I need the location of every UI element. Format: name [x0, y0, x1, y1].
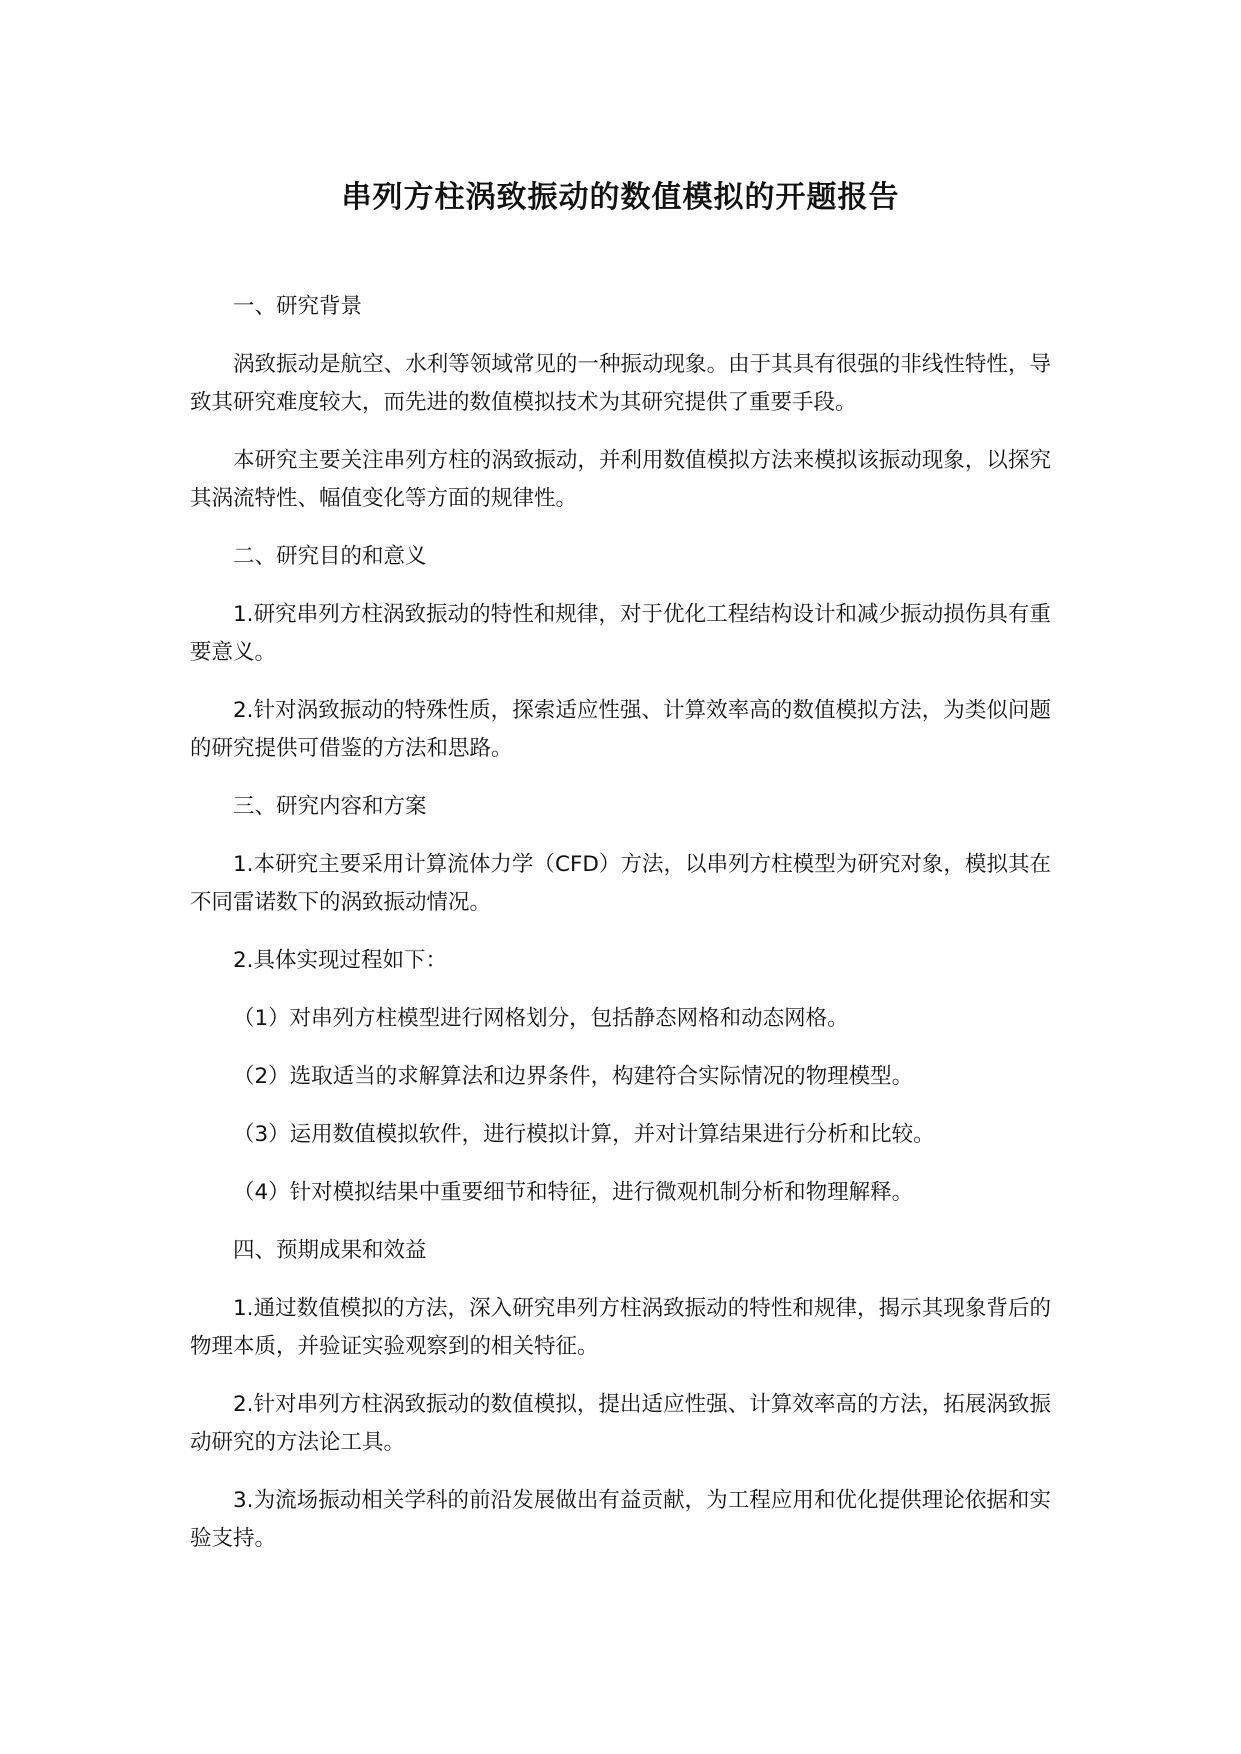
section-heading-purpose: 二、研究目的和意义	[233, 544, 427, 569]
paragraph: 2.针对涡致振动的特殊性质，探索适应性强、计算效率高的数值模拟方法，为类似问题的研究提供可借鉴的方法和思路。	[190, 698, 1051, 761]
list-item: （4）针对模拟结果中重要细节和特征，进行微观机制分析和物理解释。	[233, 1180, 914, 1205]
list-item: （2）选取适当的求解算法和边界条件，构建符合实际情况的物理模型。	[233, 1064, 914, 1089]
paragraph: 本研究主要关注串列方柱的涡致振动，并利用数值模拟方法来模拟该振动现象，以探究其涡流特性、幅值变化等方面的规律性。	[190, 448, 1051, 511]
document-body	[190, 288, 1051, 1558]
paragraph: 1.本研究主要采用计算流体力学（CFD）方法，以串列方柱模型为研究对象，模拟其在不同雷诺数下的涡致振动情况。	[190, 852, 1051, 915]
paragraph: 涡致振动是航空、水利等领域常见的一种振动现象。由于其具有很强的非线性特性，导致其研究难度较大，而先进的数值模拟技术为其研究提供了重要手段。	[190, 352, 1051, 415]
paragraph: 3.为流场振动相关学科的前沿发展做出有益贡献，为工程应用和优化提供理论依据和实验支持。	[190, 1488, 1051, 1551]
section-heading-background: 一、研究背景	[233, 294, 363, 319]
paragraph: 2.针对串列方柱涡致振动的数值模拟，提出适应性强、计算效率高的方法，拓展涡致振动研究的方法论工具。	[190, 1392, 1051, 1455]
document-title: 串列方柱涡致振动的数值模拟的开题报告	[341, 180, 900, 215]
section-heading-content: 三、研究内容和方案	[233, 794, 427, 819]
list-item: （1）对串列方柱模型进行网格划分，包括静态网格和动态网格。	[233, 1006, 849, 1031]
paragraph: 1.通过数值模拟的方法，深入研究串列方柱涡致振动的特性和规律，揭示其现象背后的物理本质，并验证实验观察到的相关特征。	[190, 1296, 1051, 1359]
paragraph: 1.研究串列方柱涡致振动的特性和规律，对于优化工程结构设计和减少振动损伤具有重要意义。	[190, 602, 1051, 665]
list-item: （3）运用数值模拟软件，进行模拟计算，并对计算结果进行分析和比较。	[233, 1122, 935, 1147]
paragraph: 2.具体实现过程如下：	[233, 948, 448, 973]
section-heading-outcomes: 四、预期成果和效益	[233, 1238, 427, 1263]
